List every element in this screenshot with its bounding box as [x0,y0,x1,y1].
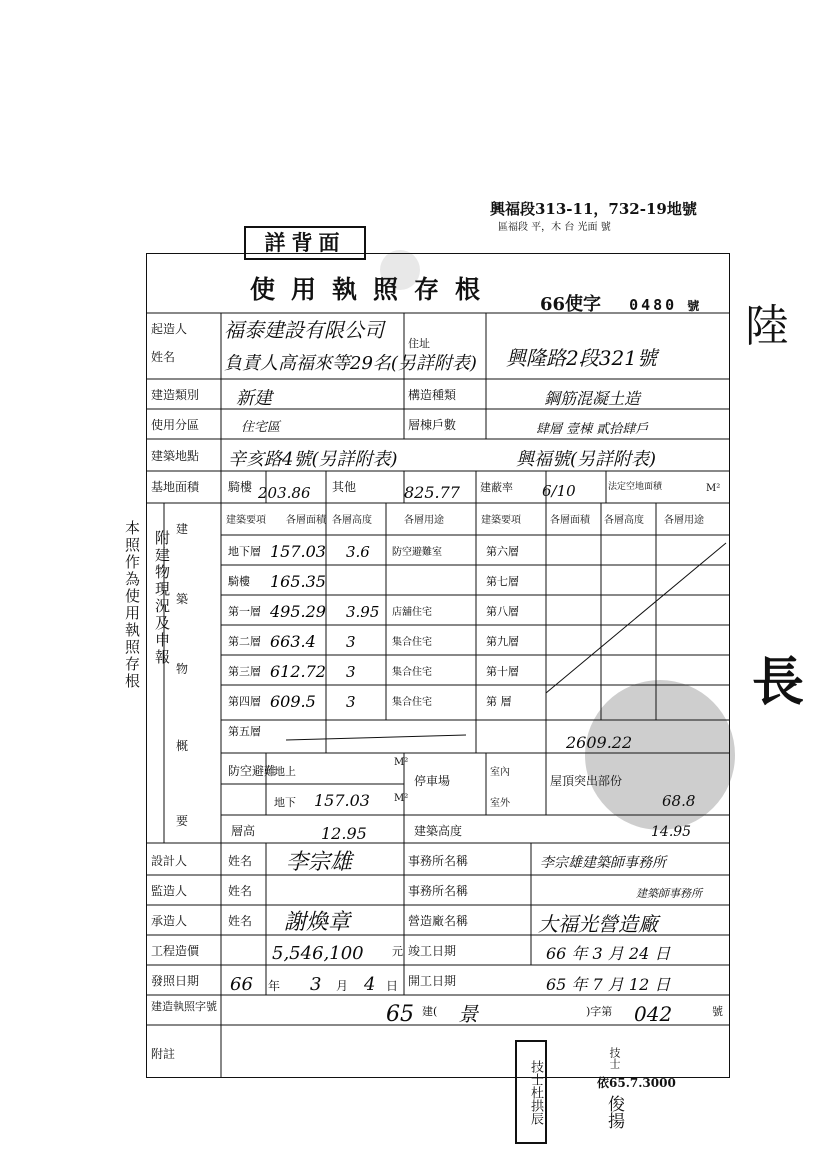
floor-label-right: 第 層 [486,695,512,708]
floor-label: 騎樓 [228,575,250,588]
group-main: 要 [176,814,189,828]
left-margin-note: 本照作為使用執照存根 [123,520,141,690]
permit-no: 042 [634,1002,673,1026]
unit-m2: M² [706,483,721,494]
label-designer-name: 姓名 [228,854,253,868]
label-building-type: 建造類別 [151,388,200,402]
label-remarks: 附註 [151,1047,176,1061]
floor-label-right: 第六層 [486,545,519,558]
contractor-name: 謝煥章 [284,910,351,935]
floor-area: 165.35 [270,572,326,591]
label-building-height: 建築高度 [414,824,463,838]
label-supervisor: 監造人 [151,884,188,898]
floor-use: 防空避難室 [392,547,442,558]
below-area: 157.03 [314,791,370,810]
issue-day: 4 [364,974,376,995]
storey-height-value: 12.95 [321,824,367,843]
label-cost: 工程造價 [151,944,200,958]
stamp-date: 依65.7.3000 [597,1076,676,1090]
supervisor-office: 建築師事務所 [636,887,702,900]
floor-height: 3.95 [346,603,380,621]
permit-form [146,253,730,1078]
floors-value: 肆層 壹棟 貳拾肆戶 [536,422,649,437]
label-storey-height: 層高 [231,824,256,838]
label-address: 住址 [408,337,430,350]
start-date: 65 年 7 月 12 日 [546,975,671,994]
permit-number-value: 0480 [629,296,678,314]
floor-height: 3 [346,693,356,711]
stamp-line: 區福段 平，木 台 光面 號 [498,222,611,233]
header-items-2: 建築要項 [481,515,521,526]
floor-label: 第二層 [228,635,261,648]
label-jian: 建( [422,1005,438,1018]
structure-value: 鋼筋混凝土造 [544,389,641,408]
floor-label: 第一層 [228,605,261,618]
unit-m2-above: M² [394,757,409,768]
label-above: 地上 [274,765,296,778]
floor-label: 第五層 [228,725,261,738]
floor-height: 3.6 [346,543,370,561]
label-parking: 停車場 [414,774,451,788]
floor-area: 495.29 [270,602,326,621]
label-factory-name: 營造廠名稱 [408,914,469,928]
permit-prefix: 66使字 [540,294,602,315]
floor-label-right: 第十層 [486,665,519,678]
floor-label: 第三層 [228,665,261,678]
label-completion: 竣工日期 [408,944,457,958]
label-coverage: 建蔽率 [480,481,513,494]
group-build2: 築 [176,592,189,606]
label-below: 地下 [274,796,296,809]
header-use: 各層用途 [404,515,444,526]
ink-seal-blot [585,680,735,830]
label-zi-di: )字第 [586,1005,613,1018]
label-arcade: 騎樓 [228,480,253,494]
cost-value: 5,546,100 [272,943,364,964]
header-height-2: 各層高度 [604,515,644,526]
floor-area: 663.4 [270,632,316,651]
unit-yuan: 元 [392,945,403,958]
group-build: 建 [176,522,189,536]
lot-number: 興福段313-11，732-19地號 [490,200,697,218]
site-road: 辛亥路4號(另詳附表) [228,449,398,470]
label-roof: 屋頂突出部份 [550,774,623,788]
permit-word: 景 [458,1002,478,1026]
floor-use: 集合住宅 [392,667,432,678]
floor-use: 集合住宅 [392,697,432,708]
permit-year: 65 [386,1002,414,1027]
label-builder: 起造人 [151,322,188,336]
permit-suffix: 號 [687,299,700,313]
building-height-value: 14.95 [651,824,692,840]
label-day: 日 [386,979,399,993]
unit-hao: 號 [712,1005,723,1018]
right-margin-char: 陸 [745,301,789,352]
site-lane: 興福號(另詳附表) [516,449,657,470]
label-contractor-name: 姓名 [228,914,253,928]
detail-label: 詳背面 [244,226,366,260]
label-year: 年 [268,979,281,993]
building-type-value: 新建 [236,388,272,409]
floor-label: 地下層 [228,545,261,558]
designer-office: 李宗雄建築師事務所 [540,855,666,871]
label-structure: 構造種類 [408,388,457,402]
label-outdoor: 室外 [490,798,510,809]
label-start-date: 開工日期 [408,974,457,988]
stamp-tech-2: 技士 [608,1047,621,1069]
floor-label-right: 第七層 [486,575,519,588]
label-issue-date: 發照日期 [151,974,200,988]
completion-date: 66 年 3 月 24 日 [546,944,671,963]
use-zone-value: 住宅區 [241,420,281,435]
floor-area: 157.03 [270,542,326,561]
label-construction-permit: 建造執照字號 [151,1000,217,1013]
left-margin-note-2: 附建物現況及申報 [153,530,171,666]
floor-height: 3 [346,633,356,651]
header-area: 各層面積 [286,515,326,526]
stamp-tech: 技士杜拱辰 [515,1040,547,1144]
label-use-zone: 使用分區 [151,418,200,432]
contractor-factory: 大福光營造廠 [538,912,658,936]
label-site-area: 基地面積 [151,480,200,494]
header-area-2: 各層面積 [550,515,590,526]
ink-blot-small [380,250,420,290]
floor-use: 店舖住宅 [392,607,432,618]
label-contractor: 承造人 [151,914,188,928]
builder-company: 福泰建設有限公司 [224,318,384,342]
label-office-name-2: 事務所名稱 [408,884,469,898]
total-area: 2609.22 [566,733,633,752]
other-area: 825.77 [404,483,460,502]
floor-area: 609.5 [270,692,316,711]
label-other: 其他 [332,480,357,494]
floor-height: 3 [346,663,356,681]
label-site-location: 建築地點 [151,449,200,463]
unit-m2-below: M² [394,793,409,804]
group-summary: 概 [176,739,189,753]
label-floors: 層棟戶數 [408,418,457,432]
page-title: 使用執照存根 [250,275,497,304]
stamp-jun: 俊揚 [604,1095,624,1129]
label-air-raid: 防空避難 [228,764,277,778]
header-height: 各層高度 [332,515,372,526]
arcade-area: 203.86 [258,484,311,502]
floor-area: 612.72 [270,662,326,681]
label-month: 月 [336,979,349,993]
header-use-2: 各層用途 [664,515,704,526]
coverage-value: 6/10 [542,482,576,500]
issue-year: 66 [230,974,253,995]
header-items: 建築要項 [226,515,266,526]
label-legal-open: 法定空地面積 [608,482,663,492]
label-indoor: 室內 [490,767,510,778]
label-designer: 設計人 [151,854,188,868]
floor-use: 集合住宅 [392,637,432,648]
address-value: 興隆路2段321號 [506,346,657,370]
group-object: 物 [176,662,189,676]
label-name: 姓名 [151,350,176,364]
designer-name: 李宗雄 [286,850,353,875]
floor-label-right: 第八層 [486,605,519,618]
roof-area: 68.8 [662,792,696,810]
builder-rep: 負責人高福來等29名(另詳附表) [224,353,477,374]
issue-month: 3 [310,974,322,995]
label-office-name: 事務所名稱 [408,854,469,868]
floor-label-right: 第九層 [486,635,519,648]
label-supervisor-name: 姓名 [228,884,253,898]
right-margin-char-2: 長 [752,652,805,713]
floor-label: 第四層 [228,695,261,708]
